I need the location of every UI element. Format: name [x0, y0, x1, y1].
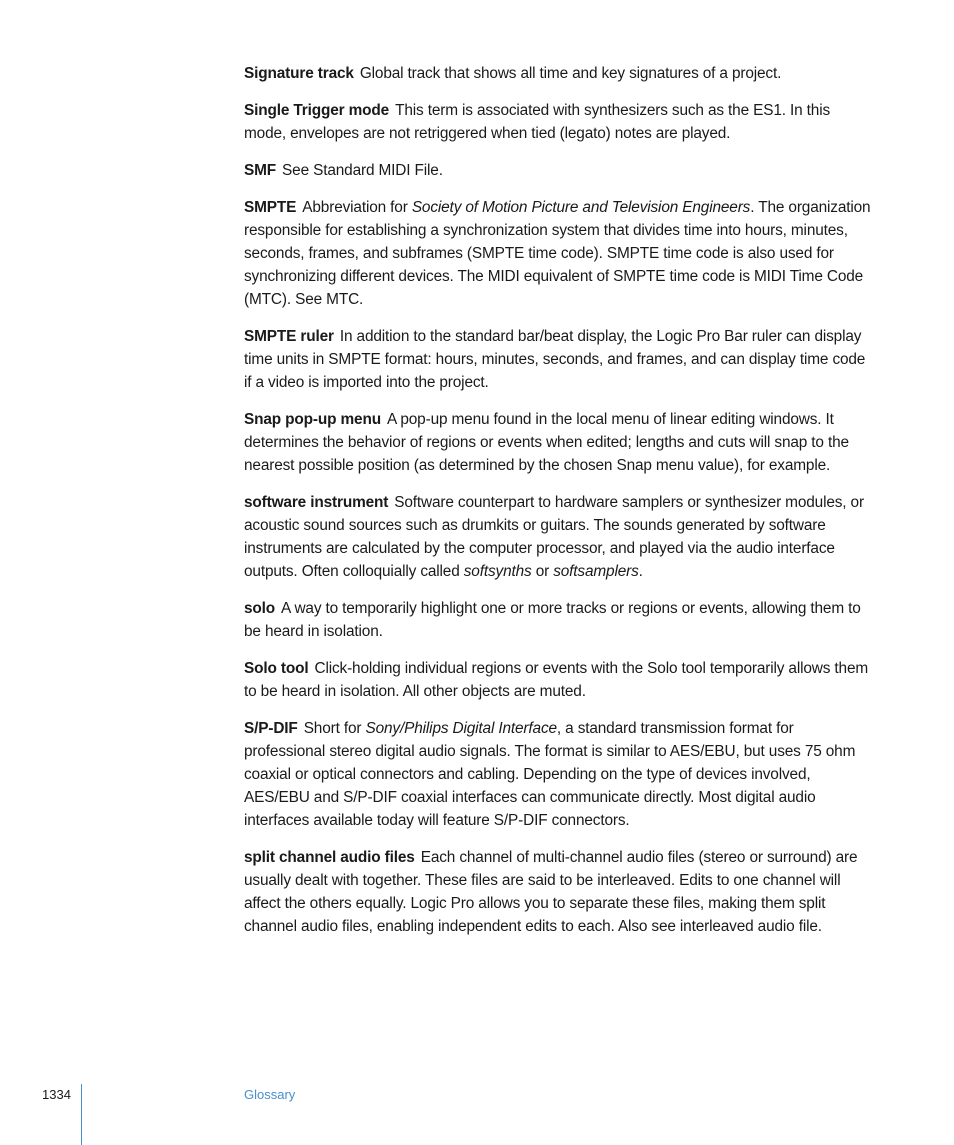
- glossary-content: [244, 62, 876, 952]
- definition-emphasis: softsynths: [463, 563, 532, 580]
- glossary-term: Snap pop-up menu: [244, 411, 381, 428]
- definition-text: Each channel of multi-channel audio files (stereo or surround) are usually dealt with together. These files are said to be interleaved. Edits to one channel will affect the others equally. Logic Pro allows you to separate these files, making them split channel audio files, enabling independent edits to each. Also see interleaved audio file.: [244, 849, 858, 935]
- page-number: 1334: [42, 1087, 71, 1102]
- definition-text: In addition to the standard bar/beat display, the Logic Pro Bar ruler can display time units in SMPTE format: hours, minutes, seconds, and frames, and can display time code if a video is imported into the project.: [244, 328, 866, 391]
- glossary-term: SMPTE ruler: [244, 328, 334, 345]
- glossary-entry: [244, 491, 876, 583]
- glossary-entry: [244, 657, 876, 703]
- definition-text: Short for: [303, 720, 366, 737]
- glossary-entry: [244, 597, 876, 643]
- definition-emphasis: softsamplers: [553, 563, 639, 580]
- definition-text: Click-holding individual regions or events with the Solo tool temporarily allows them to be heard in isolation. All other objects are muted.: [244, 660, 869, 700]
- definition-text: Global track that shows all time and key signatures of a project.: [359, 65, 782, 82]
- definition-text: or: [531, 563, 554, 580]
- glossary-term: Single Trigger mode: [244, 102, 390, 119]
- definition-text: , a standard transmission format for professional stereo digital audio signals. The format is similar to AES/EBU, but uses 75 ohm coaxial or optical connectors and cabling. Depending on the type of devices involved, AES/EBU and S/P-DIF coaxial interfaces can communicate directly. Most digital audio interfaces available today will feature S/P-DIF connectors.: [244, 720, 856, 829]
- definition-emphasis: Sony/Philips Digital Interface: [365, 720, 557, 737]
- definition-text: Abbreviation for: [302, 199, 412, 216]
- glossary-term: software instrument: [244, 494, 389, 511]
- glossary-term: solo: [244, 600, 276, 617]
- definition-text: .: [638, 563, 643, 580]
- glossary-entry: [244, 99, 876, 145]
- glossary-entry: [244, 159, 876, 182]
- definition-emphasis: Society of Motion Picture and Television Engineers: [411, 199, 751, 216]
- glossary-entry: [244, 717, 876, 832]
- glossary-entry: [244, 408, 876, 477]
- glossary-term: SMF: [244, 162, 277, 179]
- definition-text: . The organization responsible for establishing a synchronization system that divides time into hours, minutes, seconds, frames, and subframes (SMPTE time code). SMPTE time code is also used for synchronizing different devices. The MIDI equivalent of SMPTE time code is MIDI Time Code (MTC). See MTC.: [244, 199, 871, 308]
- definition-text: Software counterpart to hardware samplers or synthesizer modules, or acoustic sound sources such as drumkits or guitars. The sounds generated by software instruments are calculated by the computer processor, and played via the audio interface outputs. Often colloquially called: [244, 494, 864, 580]
- glossary-entry: [244, 325, 876, 394]
- footer-section-title: Glossary: [244, 1087, 296, 1102]
- glossary-entry: [244, 846, 876, 938]
- footer-divider: [81, 1084, 82, 1145]
- definition-text: This term is associated with synthesizers such as the ES1. In this mode, envelopes are not retriggered when tied (legato) notes are played.: [244, 102, 831, 142]
- glossary-term: split channel audio files: [244, 849, 415, 866]
- glossary-entry: [244, 62, 876, 85]
- definition-text: A pop-up menu found in the local menu of linear editing windows. It determines the behavior of regions or events when edited; lengths and cuts will snap to the nearest possible position (as determined by the chosen Snap menu value), for example.: [244, 411, 849, 474]
- glossary-term: S/P-DIF: [244, 720, 298, 737]
- glossary-entry: [244, 196, 876, 311]
- definition-text: See Standard MIDI File.: [282, 162, 443, 179]
- definition-text: A way to temporarily highlight one or more tracks or regions or events, allowing them to be heard in isolation.: [244, 600, 861, 640]
- glossary-term: SMPTE: [244, 199, 297, 216]
- glossary-term: Solo tool: [244, 660, 309, 677]
- glossary-term: Signature track: [244, 65, 354, 82]
